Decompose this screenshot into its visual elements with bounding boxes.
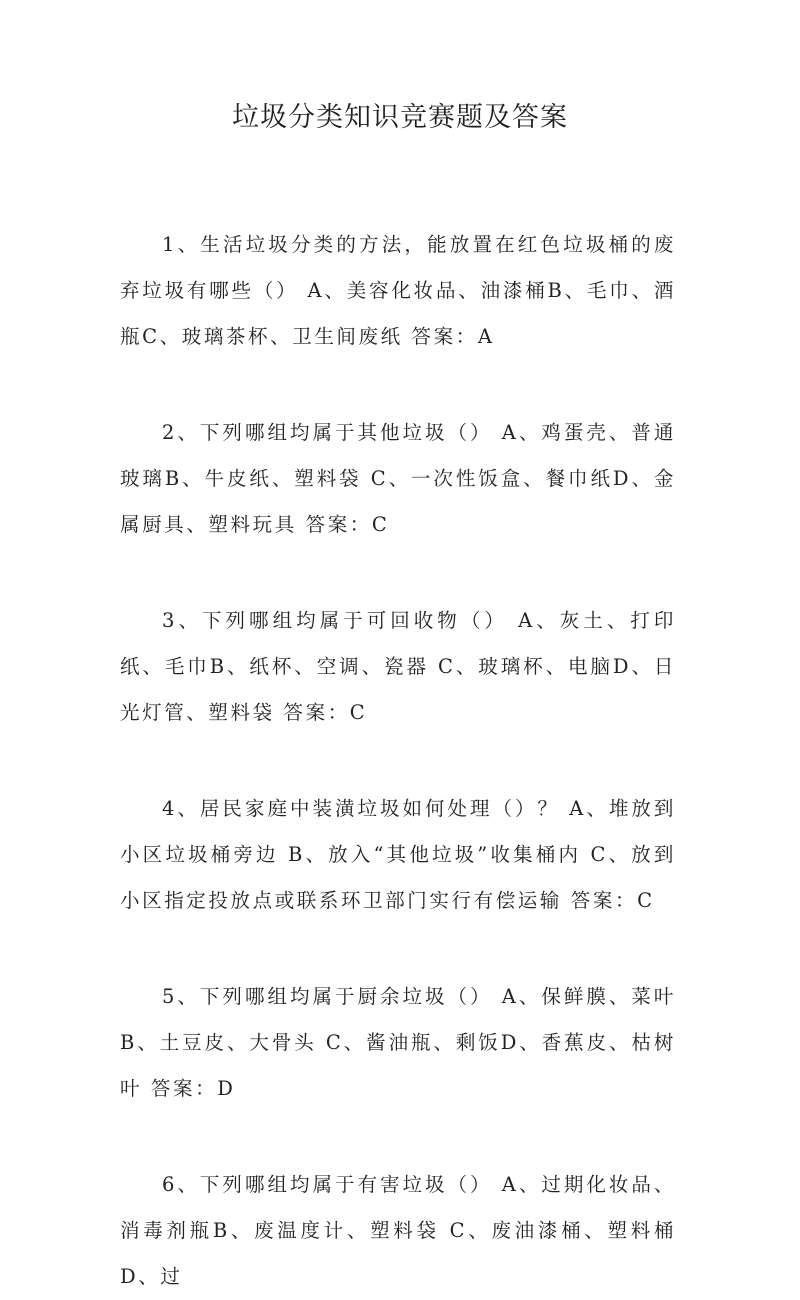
question-6: 6、下列哪组均属于有害垃圾（） A、过期化妆品、消毒剂瓶B、废温度计、塑料袋 C、废油漆桶、塑料桶D、过 bbox=[120, 1173, 676, 1288]
question-2: 2、下列哪组均属于其他垃圾（） A、鸡蛋壳、普通玻璃B、牛皮纸、塑料袋 C、一次性饭盒、餐巾纸D、金属厨具、塑料玩具 答案：C bbox=[120, 421, 676, 536]
page-title: 垃圾分类知识竞赛题及答案 bbox=[232, 102, 568, 133]
question-list bbox=[120, 222, 676, 1300]
question-3: 3、下列哪组均属于可回收物（） A、灰土、打印纸、毛巾B、纸杯、空调、瓷器 C、玻璃杯、电脑D、日光灯管、塑料袋 答案：C bbox=[120, 609, 676, 724]
question-5: 5、下列哪组均属于厨余垃圾（） A、保鲜膜、菜叶B、土豆皮、大骨头 C、酱油瓶、剩饭D、香蕉皮、枯树叶 答案：D bbox=[120, 985, 676, 1100]
question-1: 1、生活垃圾分类的方法，能放置在红色垃圾桶的废弃垃圾有哪些（） A、美容化妆品、油漆桶B、毛巾、酒瓶C、玻璃茶杯、卫生间废纸 答案：A bbox=[120, 233, 676, 348]
question-4: 4、居民家庭中装潢垃圾如何处理（）？ A、堆放到小区垃圾桶旁边 B、放入“其他垃圾”收集桶内 C、放到小区指定投放点或联系环卫部门实行有偿运输 答案：C bbox=[120, 797, 676, 912]
